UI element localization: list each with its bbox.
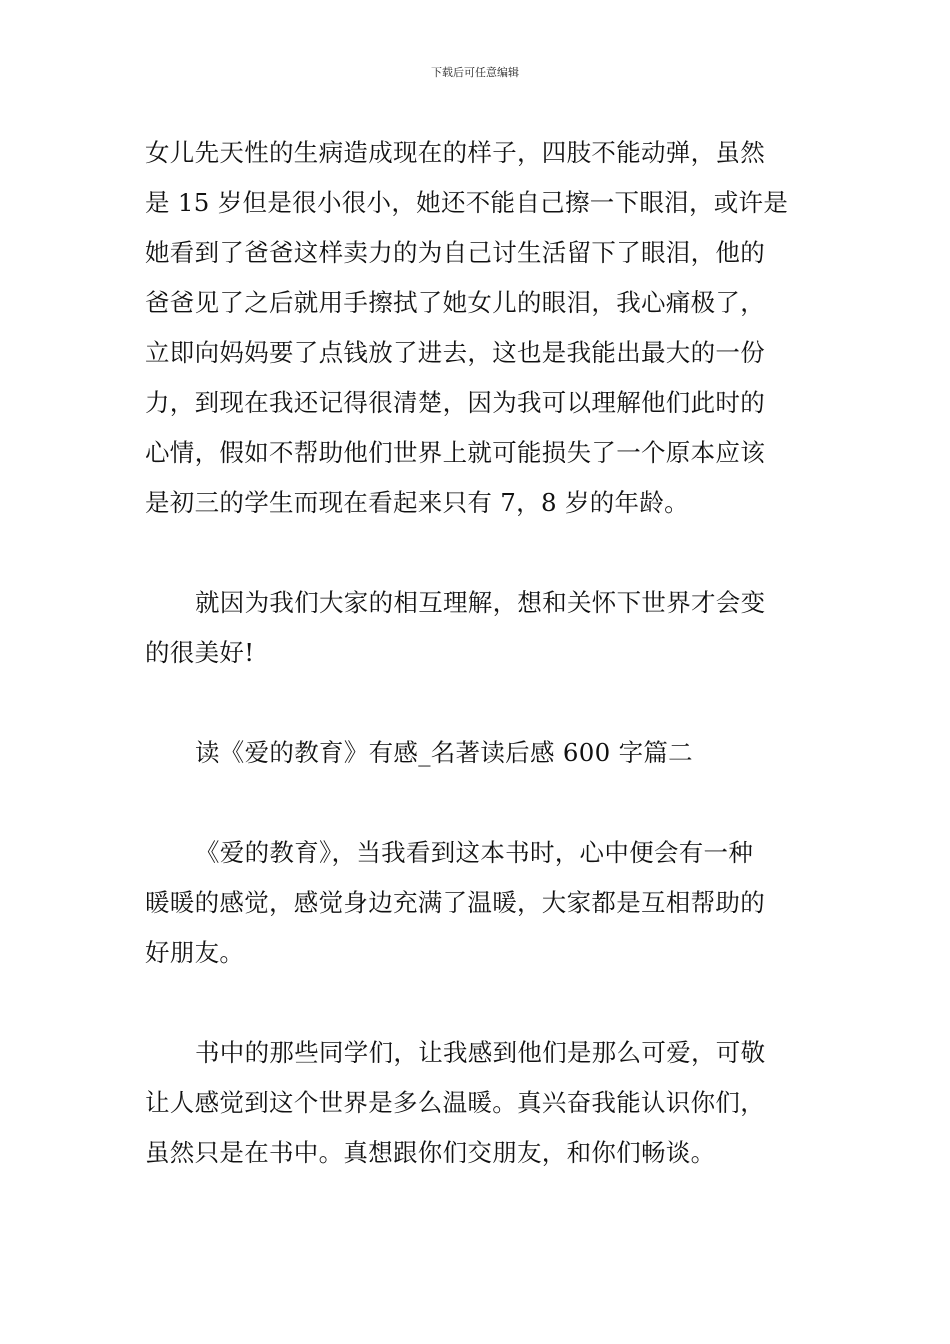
text-line: 是 15 岁但是很小很小，她还不能自己擦一下眼泪，或许是: [145, 188, 789, 217]
text-line: 就因为我们大家的相互理解，想和关怀下世界才会变: [195, 588, 766, 617]
paragraph-gap: [145, 978, 810, 1028]
paragraph-2: [145, 578, 810, 678]
paragraph-4: [145, 1028, 810, 1178]
text-line: 《爱的教育》，当我看到这本书时，心中便会有一种: [195, 838, 754, 867]
text-line: 的很美好!: [145, 638, 255, 667]
paragraph-gap: [145, 678, 810, 728]
paragraph-gap: [145, 528, 810, 578]
text-line: 是初三的学生而现在看起来只有 7，8 岁的年龄。: [145, 488, 689, 517]
text-line: 虽然只是在书中。真想跟你们交朋友，和你们畅谈。: [145, 1138, 716, 1167]
text-line: 书中的那些同学们，让我感到他们是那么可爱，可敬: [195, 1038, 766, 1067]
paragraph-3: [145, 828, 810, 978]
paragraph-gap: [145, 778, 810, 828]
text-line: 暖暖的感觉，感觉身边充满了温暖，大家都是互相帮助的: [145, 888, 765, 917]
text-line: 女儿先天性的生病造成现在的样子，四肢不能动弹，虽然: [145, 138, 765, 167]
text-line: 让人感觉到这个世界是多么温暖。真兴奋我能认识你们，: [145, 1088, 765, 1117]
text-line: 力，到现在我还记得很清楚，因为我可以理解他们此时的: [145, 388, 765, 417]
section-heading: [145, 728, 810, 778]
header-note: 下载后可任意编辑: [431, 66, 519, 79]
document-body: [145, 128, 810, 1178]
heading-line: 读《爱的教育》有感_名著读后感 600 字篇二: [195, 738, 693, 767]
text-line: 她看到了爸爸这样卖力的为自己讨生活留下了眼泪，他的: [145, 238, 765, 267]
text-line: 心情，假如不帮助他们世界上就可能损失了一个原本应该: [145, 438, 765, 467]
text-line: 立即向妈妈要了点钱放了进去，这也是我能出最大的一份: [145, 338, 765, 367]
text-line: 爸爸见了之后就用手擦拭了她女儿的眼泪，我心痛极了，: [145, 288, 765, 317]
text-line: 好朋友。: [145, 938, 245, 967]
paragraph-1: [145, 128, 810, 528]
